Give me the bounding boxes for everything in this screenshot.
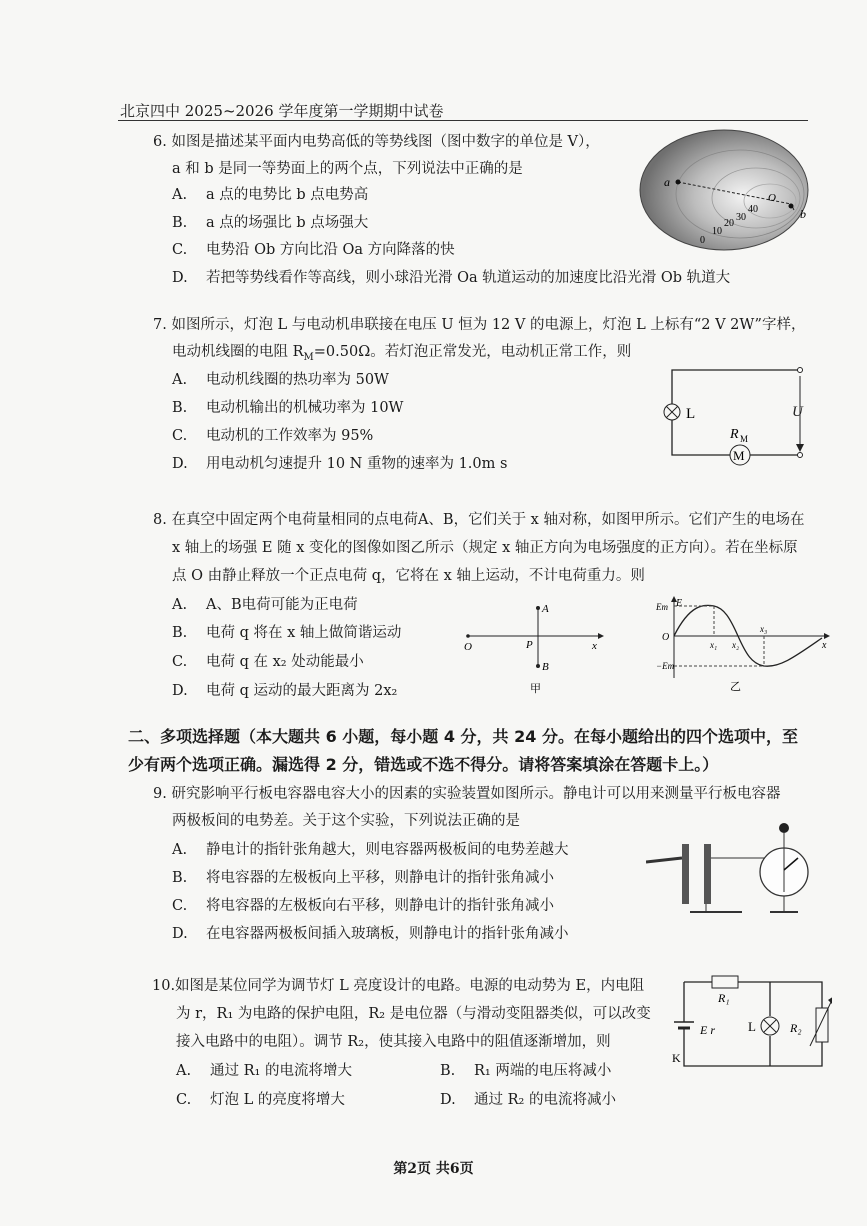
left-plate [682, 844, 689, 904]
option-letter: D. [440, 1092, 456, 1108]
option-text: 电动机线圈的热功率为 50W [206, 372, 389, 388]
charge-a [536, 606, 540, 610]
q7-stem-1: 7. 如图所示，灯泡 L 与电动机串联接在电压 U 恒为 12 V 的电源上，灯泡 L 上标有“2 V 2W”字样， [153, 317, 806, 333]
potentiometer-arrow-head [828, 996, 832, 1004]
label-x3: x₃ [760, 624, 768, 634]
q8-option-d [172, 679, 397, 700]
option-text: 将电容器的左极板向右平移，则静电计的指针张角减小 [206, 898, 554, 914]
label-30: 30 [736, 212, 746, 223]
label-l: L [748, 1019, 756, 1034]
option-text: 电动机的工作效率为 95% [206, 428, 374, 444]
section-2-heading-2: 少有两个选项正确。漏选得 2 分，错选或不选不得分。请将答案填涂在答题卡上。） [128, 755, 719, 774]
equipotential-figure [636, 128, 816, 254]
label-r2: R₂ [790, 1021, 802, 1035]
q10-option-a [176, 1059, 352, 1080]
option-letter: C. [172, 654, 188, 670]
label-x: x [822, 640, 827, 651]
option-text: 在电容器两极板间插入玻璃板，则静电计的指针张角减小 [206, 926, 569, 942]
option-letter: D. [172, 270, 188, 286]
option-letter: B. [172, 400, 188, 416]
label-em: Em [656, 602, 668, 612]
q8-option-c [172, 650, 364, 671]
q6-stem-2: a 和 b 是同一等势面上的两个点，下列说法中正确的是 [172, 161, 523, 177]
q9-stem-1: 9. 研究影响平行板电容器电容大小的因素的实验装置如图所示。静电计可以用来测量平行板电容器 [153, 786, 781, 802]
option-letter: D. [172, 683, 188, 699]
terminal-top [798, 368, 803, 373]
lamp-circuit-figure [662, 970, 832, 1080]
option-text: 将电容器的左极板向上平移，则静电计的指针张角减小 [206, 870, 554, 886]
option-letter: A. [172, 842, 188, 858]
q7-option-d [172, 452, 507, 473]
right-plate [704, 844, 711, 904]
q10-option-d [440, 1088, 616, 1109]
label-e: E [676, 598, 683, 609]
option-letter: B. [172, 870, 188, 886]
q6-option-b [172, 211, 368, 232]
label-b: b [800, 207, 806, 221]
q7-stem-2 [172, 340, 631, 363]
label-a: a [664, 175, 670, 189]
label-0: 0 [700, 235, 705, 246]
label-20: 20 [724, 218, 734, 229]
q7-option-b [172, 396, 403, 417]
label-l: L [686, 406, 696, 422]
hand-rod [646, 858, 682, 862]
x-axis-arrow [824, 633, 830, 639]
option-text: 静电计的指针张角越大，则电容器两极板间的电势差越大 [206, 842, 569, 858]
caption-jia: 甲 [530, 683, 541, 695]
q8-option-b [172, 621, 401, 642]
arrow-head [796, 444, 804, 452]
q9-option-b [172, 866, 554, 887]
option-text: a 点的场强比 b 点场强大 [206, 215, 369, 231]
option-letter: A. [172, 372, 188, 388]
label-er: E r [700, 1023, 715, 1037]
q6-option-a [172, 183, 368, 204]
option-text: 若把等势线看作等高线，则小球沿光滑 Oa 轨道运动的加速度比沿光滑 Ob 轨道大 [206, 270, 731, 286]
q7-option-a [172, 368, 389, 389]
label-b: B [542, 661, 549, 673]
option-letter: C. [172, 428, 188, 444]
capacitor-electrometer-figure [646, 818, 826, 918]
q10-option-b [440, 1059, 611, 1080]
q10-stem-3: 接入电路中的电阻）。调节 R₂，使其接入电路中的阻值逐渐增加，则 [176, 1034, 611, 1050]
q6-option-d [172, 266, 730, 287]
q9-option-a [172, 838, 569, 859]
section-2-heading-1: 二、多项选择题（本大题共 6 小题，每小题 4 分，共 24 分。在每小题给出的四个选项中，至 [128, 727, 798, 746]
page-footer: 第2页 共6页 [393, 1161, 474, 1177]
label-r-sub: M [740, 434, 749, 444]
label-x2: x₂ [732, 640, 740, 650]
label-r: R [730, 427, 739, 442]
electrometer-knob [779, 823, 789, 833]
option-letter: B. [172, 215, 188, 231]
q8-stem-2: x 轴上的场强 E 随 x 变化的图像如图乙所示（规定 x 轴正方向为电场强度的正方向）。若在坐标原 [172, 540, 798, 556]
label-u: U [792, 404, 803, 420]
label-neg-em: −Em [656, 661, 675, 671]
option-text: 电荷 q 将在 x 轴上做简谐运动 [206, 625, 402, 641]
option-letter: D. [172, 456, 188, 472]
option-text: 电荷 q 在 x₂ 处动能最小 [206, 654, 364, 670]
figure-jia [458, 596, 608, 698]
stem-text-end: =0.50Ω。若灯泡正常发光，电动机正常工作，则 [313, 344, 632, 360]
label-o: O [464, 641, 472, 653]
option-letter: C. [172, 898, 188, 914]
label-k: K [672, 1051, 681, 1065]
origin-point [466, 634, 470, 638]
option-letter: A. [176, 1063, 192, 1079]
option-text: 通过 R₂ 的电流将减小 [474, 1092, 616, 1108]
option-text: 灯泡 L 的亮度将增大 [210, 1092, 345, 1108]
contour-0 [640, 130, 808, 250]
option-text: 用电动机匀速提升 10 N 重物的速率为 1.0m s [206, 456, 508, 472]
q7-option-c [172, 424, 373, 445]
point-b [789, 204, 794, 209]
option-letter: B. [440, 1063, 456, 1079]
q8-option-a [172, 593, 358, 614]
option-letter: C. [176, 1092, 192, 1108]
header-divider [118, 120, 808, 121]
resistor-r1 [712, 976, 738, 988]
page-header: 北京四中 2025~2026 学年度第一学期期中试卷 [120, 102, 444, 120]
label-x: x [592, 640, 597, 652]
x-axis-arrow [598, 633, 604, 639]
q9-option-c [172, 894, 554, 915]
q6-stem-1: 6. 如图是描述某平面内电势高低的等势线图（图中数字的单位是 V）， [153, 134, 600, 150]
label-o: O [662, 632, 670, 643]
option-letter: A. [172, 187, 188, 203]
terminal-bottom [798, 453, 803, 458]
option-text: A、B电荷可能为正电荷 [206, 597, 358, 613]
label-x1: x₁ [710, 640, 718, 650]
option-letter: D. [172, 926, 188, 942]
q8-stem-3: 点 O 由静止释放一个正点电荷 q，它将在 x 轴上运动，不计电荷重力。则 [172, 568, 645, 584]
caption-yi: 乙 [730, 681, 741, 693]
option-text: 通过 R₁ 的电流将增大 [210, 1063, 352, 1079]
q6-option-c [172, 238, 455, 259]
q9-option-d [172, 922, 569, 943]
charge-b [536, 664, 540, 668]
option-text: a 点的电势比 b 点电势高 [206, 187, 369, 203]
option-text: R₁ 两端的电压将减小 [474, 1063, 612, 1079]
point-a [676, 180, 681, 185]
label-40: 40 [748, 204, 758, 215]
stem-subscript: M [303, 351, 314, 363]
option-text: 电势沿 Ob 方向比沿 Oa 方向降落的快 [206, 242, 455, 258]
motor-label: M [733, 448, 745, 463]
option-letter: A. [172, 597, 188, 613]
q8-stem-1: 8. 在真空中固定两个电荷量相同的点电荷A、B，它们关于 x 轴对称，如图甲所示。它们产生的电场在 [153, 512, 805, 528]
label-r1: R₁ [718, 991, 730, 1005]
q9-stem-2: 两极板间的电势差。关于这个实验，下列说法正确的是 [172, 813, 520, 829]
option-letter: C. [172, 242, 188, 258]
q10-stem-1: 10.如图是某位同学为调节灯 L 亮度设计的电路。电源的电动势为 E，内电阻 [152, 978, 645, 994]
label-a: A [542, 603, 549, 615]
q10-stem-2: 为 r，R₁ 为电路的保护电阻，R₂ 是电位器（与滑动变阻器类似，可以改变 [176, 1006, 651, 1022]
stem-text: 电动机线圈的电阻 R [172, 344, 304, 360]
option-text: 电荷 q 运动的最大距离为 2x₂ [206, 683, 398, 699]
label-p: P [526, 639, 533, 651]
option-text: 电动机输出的机械功率为 10W [206, 400, 404, 416]
figure-yi-e-x-graph [656, 594, 836, 698]
label-o: O [768, 192, 776, 204]
series-circuit-figure [660, 360, 820, 472]
option-letter: B. [172, 625, 188, 641]
q10-option-c [176, 1088, 345, 1109]
label-10: 10 [712, 226, 722, 237]
